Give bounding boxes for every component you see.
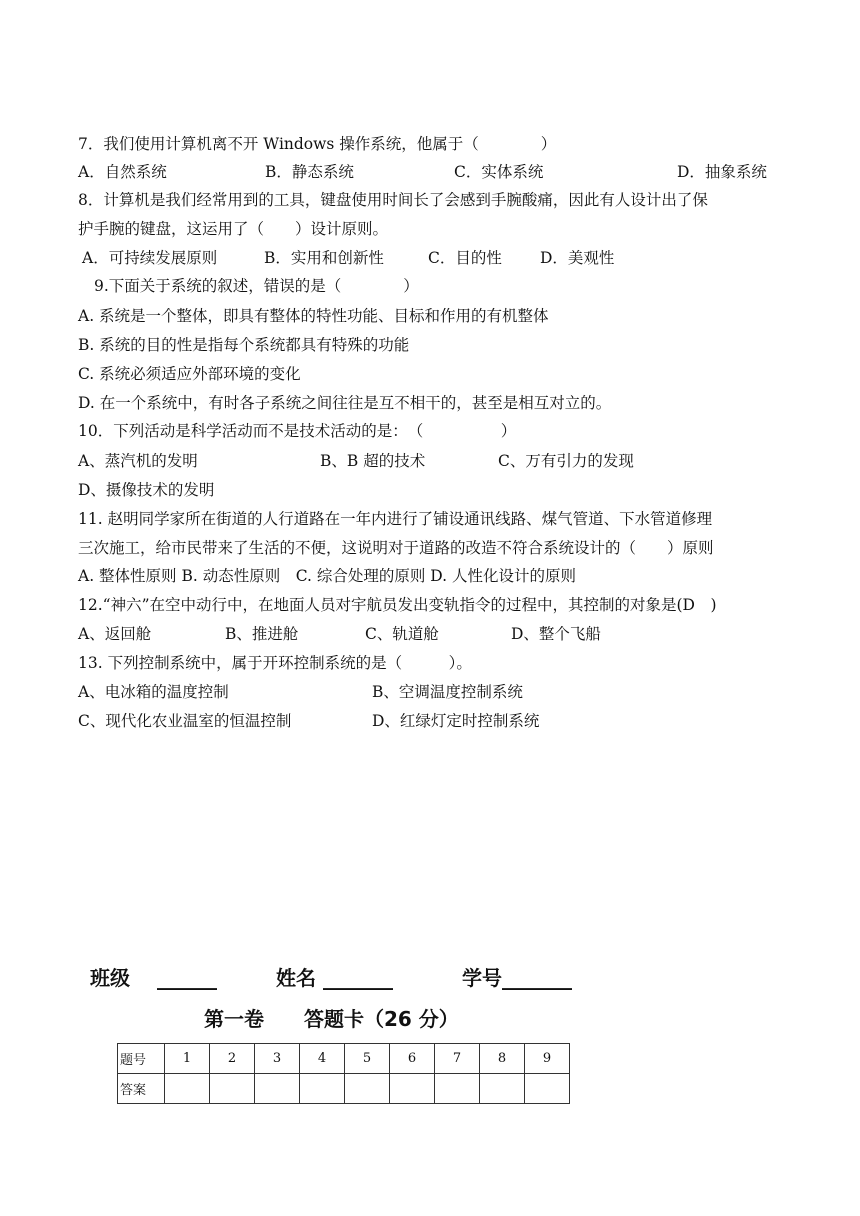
- q12-option-b: B、推进舱: [225, 625, 299, 643]
- q7-option-a: A．自然系统: [78, 163, 167, 181]
- answer-cell[interactable]: [210, 1074, 255, 1104]
- q7-option-b: B．静态系统: [265, 163, 354, 181]
- question-number-cell: 6: [390, 1044, 435, 1074]
- question-number-cell: 4: [300, 1044, 345, 1074]
- answer-cell[interactable]: [390, 1074, 435, 1104]
- row-label-number: 题号: [118, 1044, 165, 1074]
- question-number-cell: 3: [255, 1044, 300, 1074]
- q7-stem: 7．我们使用计算机离不开 Windows 操作系统，他属于（ ）: [78, 135, 557, 153]
- q13-option-b: B、空调温度控制系统: [372, 683, 523, 701]
- answer-table: [117, 1043, 570, 1104]
- student-id-field: 学号_______: [462, 966, 572, 990]
- q13-option-c: C、现代化农业温室的恒温控制: [78, 712, 292, 730]
- q12-option-a: A、返回舱: [78, 625, 152, 643]
- answer-cell[interactable]: [255, 1074, 300, 1104]
- question-number-cell: 5: [345, 1044, 390, 1074]
- q7-option-d: D．抽象系统: [677, 163, 767, 181]
- answer-cell[interactable]: [480, 1074, 525, 1104]
- row-label-answer: 答案: [118, 1074, 165, 1104]
- answer-cell[interactable]: [300, 1074, 345, 1104]
- q9-option-c: C. 系统必须适应外部环境的变化: [78, 365, 301, 383]
- q8-option-a: A．可持续发展原则: [82, 249, 218, 267]
- q8-option-b: B．实用和创新性: [264, 249, 384, 267]
- q11-stem-line1: 11. 赵明同学家所在街道的人行道路在一年内进行了铺设通讯线路、煤气管道、下水管道修理: [78, 510, 713, 528]
- q13-stem: 13. 下列控制系统中，属于开环控制系统的是（ ）。: [78, 654, 472, 672]
- question-number-cell: 9: [525, 1044, 570, 1074]
- table-row-numbers: [118, 1044, 570, 1074]
- q10-option-d: D、摄像技术的发明: [78, 481, 215, 499]
- q8-stem-line2: 护手腕的键盘，这运用了（ ）设计原则。: [78, 220, 389, 238]
- q10-stem: 10．下列活动是科学活动而不是技术活动的是： （ ）: [78, 422, 517, 440]
- q8-option-d: D．美观性: [540, 249, 615, 267]
- q12-option-d: D、整个飞船: [511, 625, 601, 643]
- class-field: 班级 ______: [90, 966, 217, 990]
- q9-stem: 9.下面关于系统的叙述，错误的是（ ）: [94, 277, 419, 295]
- q11-options: A. 整体性原则 B. 动态性原则 C. 综合处理的原则 D. 人性化设计的原则: [78, 567, 577, 585]
- q10-option-c: C、万有引力的发现: [498, 452, 634, 470]
- answer-cell[interactable]: [345, 1074, 390, 1104]
- q10-option-b: B、B 超的技术: [320, 452, 426, 470]
- question-number-cell: 8: [480, 1044, 525, 1074]
- q10-option-a: A、蒸汽机的发明: [78, 452, 198, 470]
- answer-cell[interactable]: [165, 1074, 210, 1104]
- q9-option-b: B. 系统的目的性是指每个系统都具有特殊的功能: [78, 336, 410, 354]
- q8-option-c: C．目的性: [428, 249, 502, 267]
- answer-cell[interactable]: [525, 1074, 570, 1104]
- q9-option-d: D. 在一个系统中，有时各子系统之间往往是互不相干的，甚至是相互对立的。: [78, 394, 612, 412]
- q13-option-a: A、电冰箱的温度控制: [78, 683, 229, 701]
- q8-stem-line1: 8．计算机是我们经常用到的工具，键盘使用时间长了会感到手腕酸痛，因此有人设计出了保: [78, 191, 708, 209]
- question-number-cell: 2: [210, 1044, 255, 1074]
- q9-option-a: A. 系统是一个整体，即具有整体的特性功能、目标和作用的有机整体: [78, 307, 549, 325]
- q13-option-d: D、红绿灯定时控制系统: [372, 712, 540, 730]
- question-number-cell: 7: [435, 1044, 480, 1074]
- answer-sheet-title: 第一卷 答题卡（26 分）: [204, 1007, 459, 1031]
- q7-option-c: C．实体系统: [454, 163, 544, 181]
- q11-stem-line2: 三次施工，给市民带来了生活的不便，这说明对于道路的改造不符合系统设计的（ ）原则: [78, 539, 714, 557]
- q12-stem: 12.“神六”在空中动行中，在地面人员对宇航员发出变轨指令的过程中，其控制的对象是(D ): [78, 596, 717, 614]
- answer-cell[interactable]: [435, 1074, 480, 1104]
- name-field: 姓名 _______: [276, 966, 393, 990]
- question-number-cell: 1: [165, 1044, 210, 1074]
- table-row-answers: [118, 1074, 570, 1104]
- q12-option-c: C、轨道舱: [365, 625, 439, 643]
